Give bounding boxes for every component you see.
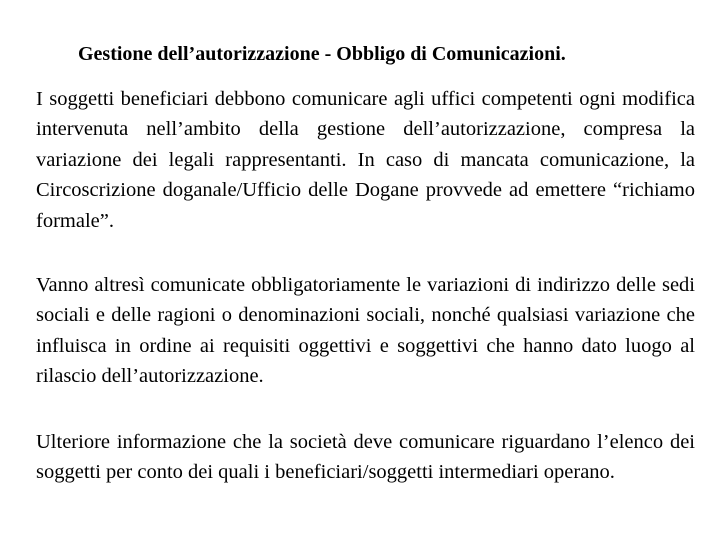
paragraph-further-info: Ulteriore informazione che la società deve comunicare riguardano l’elenco dei soggetti per conto dei quali i beneficiari/soggetti intermediari operano. [36, 431, 695, 484]
paragraph-address-changes: Vanno altresì comunicate obbligatoriamente le variazioni di indirizzo delle sedi sociali e delle ragioni o denominazioni sociali, nonché qualsiasi variazione che influisca in ordine ai requisiti oggettivi e soggettivi che hanno dato luogo al rilascio dell’autorizzazione. [36, 274, 695, 388]
slide-title: Gestione dell’autorizzazione - Obbligo di Comunicazioni. [78, 43, 566, 65]
paragraph-obligations: I soggetti beneficiari debbono comunicare agli uffici competenti ogni modifica intervenuta nell’ambito della gestione dell’autorizzazione, compresa la variazione dei legali rappresentanti. In caso di mancata comunicazione, la Circoscrizione doganale/Ufficio delle Dogane provvede ad emettere “richiamo formale”. [36, 88, 695, 232]
